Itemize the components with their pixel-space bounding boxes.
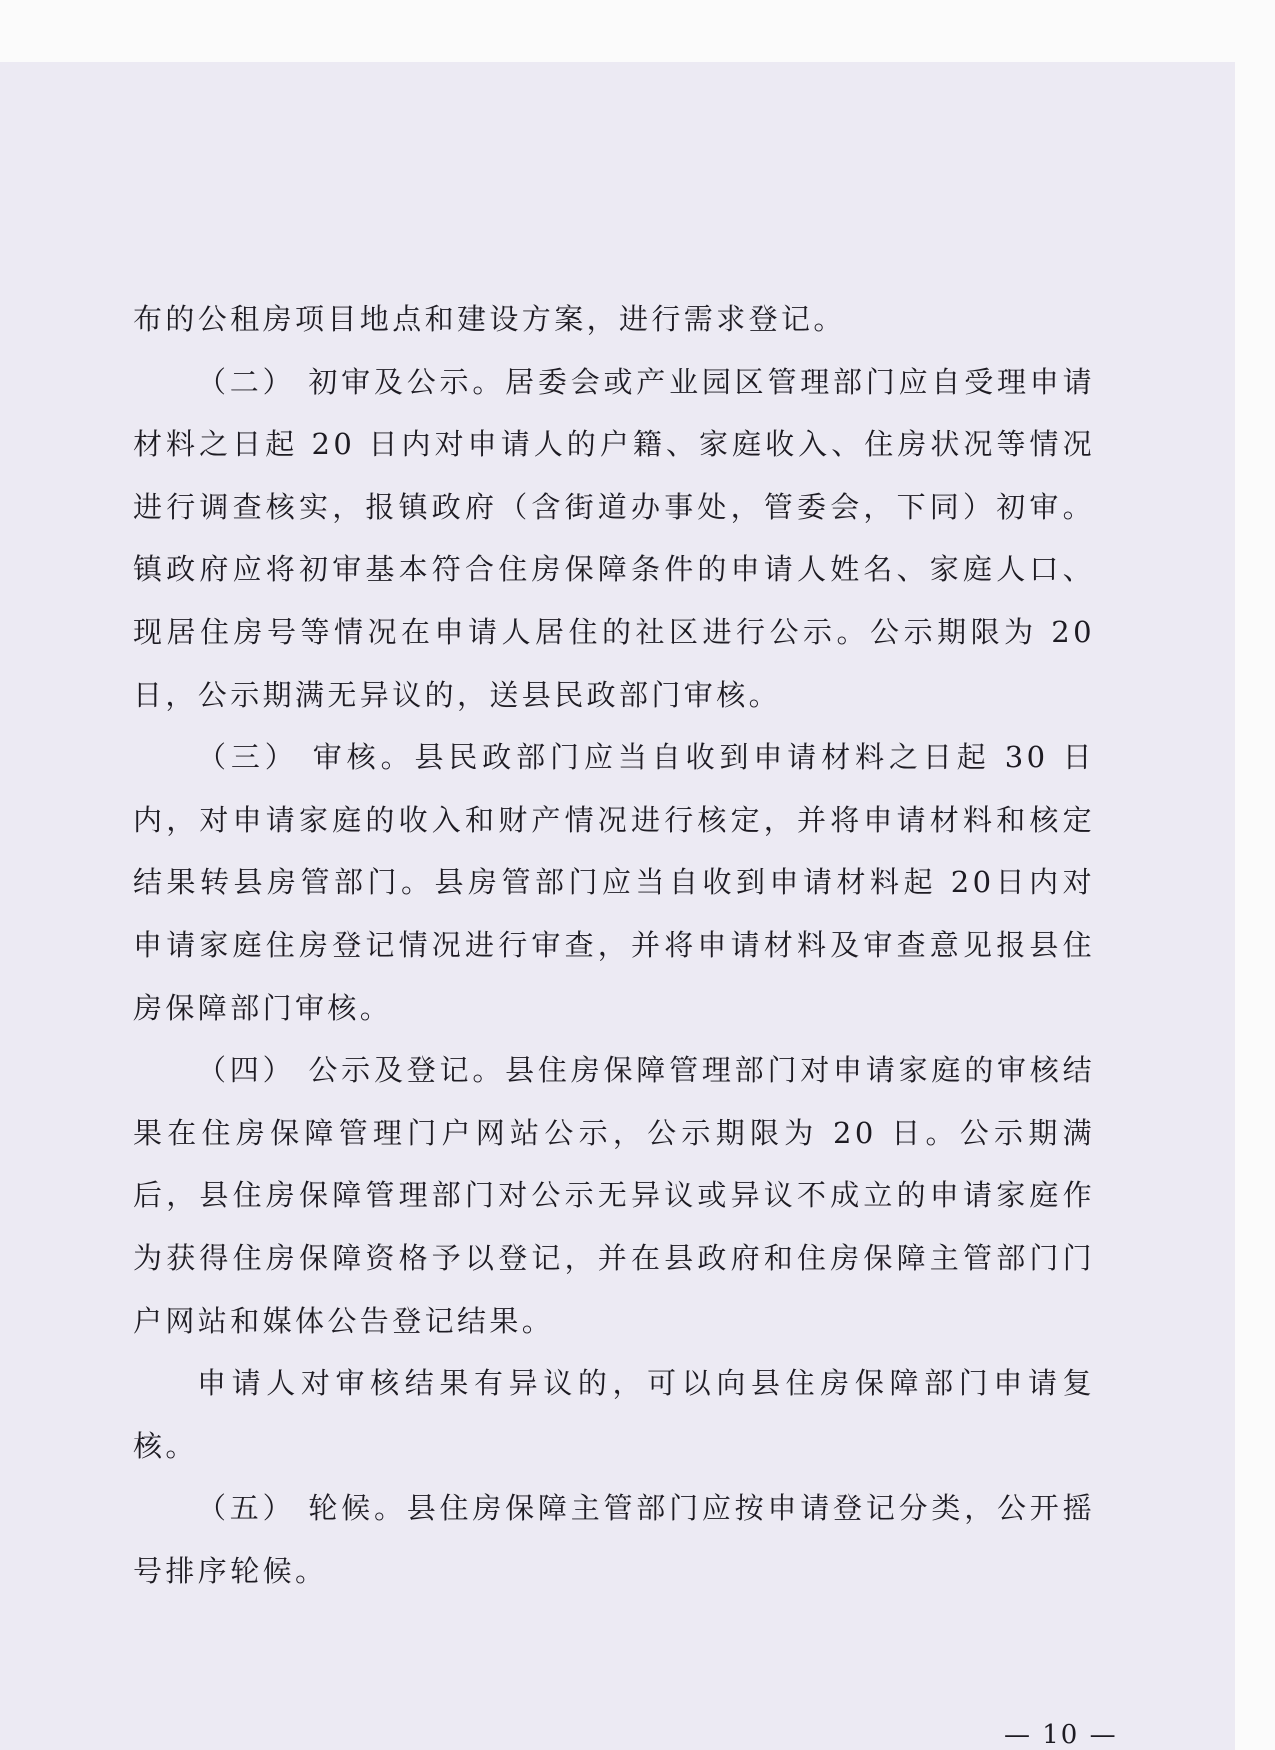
scan-border-top: [0, 0, 1275, 62]
page-number: — 10 —: [1004, 1720, 1118, 1750]
scan-border-right: [1235, 0, 1275, 1750]
paragraph-waiting-list: （五） 轮候。县住房保障主管部门应按申请登记分类，公开摇号排序轮候。: [133, 1491, 1095, 1588]
paragraph-objection: 申请人对审核结果有异议的，可以向县住房保障部门申请复核。: [133, 1366, 1095, 1463]
paragraph-preliminary-review: （二） 初审及公示。居委会或产业园区管理部门应自受理申请材料之日起 20 日内对申请人的户籍、家庭收入、住房状况等情况进行调查核实，报镇政府（含街道办事处，管委会，下同）初审。镇政府应将初审基本符合住房保障条件的申请人姓名、家庭人口、现居住房号等情况在申请人居住的社区进行公示。公示期限为 20 日，公示期满无异议的，送县民政部门审核。: [133, 364, 1095, 712]
paragraph-continuation: 布的公租房项目地点和建设方案，进行需求登记。: [133, 302, 846, 336]
document-body: [133, 288, 1095, 1602]
paragraph-review: （三） 审核。县民政部门应当自收到申请材料之日起 30 日内，对申请家庭的收入和财产情况进行核定，并将申请材料和核定结果转县房管部门。县房管部门应当自收到申请材料起 20日内对申请家庭住房登记情况进行审查，并将申请材料及审查意见报县住房保障部门审核。: [133, 740, 1095, 1025]
paragraph-publicity-registration: （四） 公示及登记。县住房保障管理部门对申请家庭的审核结果在住房保障管理门户网站公示，公示期限为 20 日。公示期满后，县住房保障管理部门对公示无异议或异议不成立的申请家庭作为获得住房保障资格予以登记，并在县政府和住房保障主管部门门户网站和媒体公告登记结果。: [133, 1053, 1095, 1338]
